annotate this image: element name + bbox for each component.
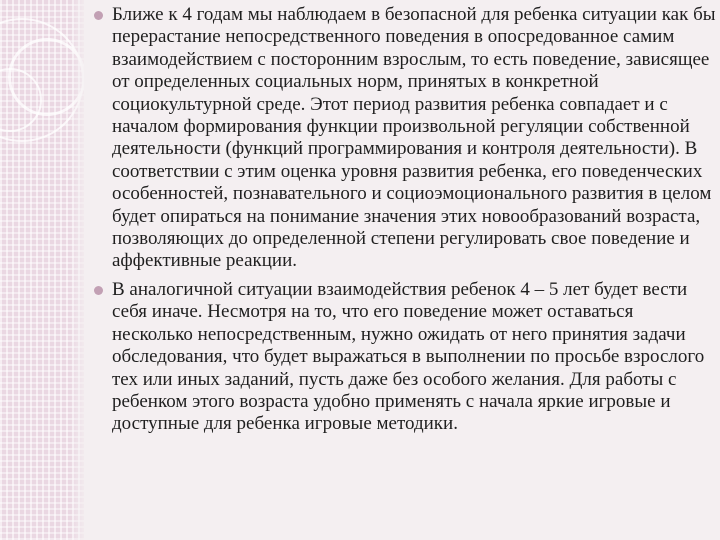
bullet-text: В аналогичной ситуации взаимодействия ребенок 4 – 5 лет будет вести себя иначе. Несмотря на то, что его поведение может оставаться несколько непосредственным, нужно ожидать от него принятия задачи обследования, что будет выражаться в выполнении по просьбе взрослого тех или иных заданий, пусть даже без особого желания. Для работы с ребенком этого возраста удобно применять с начала яркие игровые и доступные для ребенка игровые методики. xyxy=(112,278,705,435)
bullet-dot-icon xyxy=(94,286,103,295)
decorative-stripe-band xyxy=(0,0,88,540)
bullet-item xyxy=(94,4,716,273)
bullet-item xyxy=(94,279,716,436)
bullet-text: Ближе к 4 годам мы наблюдаем в безопасной для ребенка ситуации как бы перерастание непосредственного поведения в опосредованное самим взаимодействием с посторонним взрослым, то есть поведение, зависящее от определенных социальных норм, принятых в конкретной социокультурной среде. Этот период развития ребенка совпадает и с началом формирования функции произвольной регуляции собственной деятельности (функций программирования и контроля деятельности). В соответствии с этим оценка уровня развития ребенка, его поведенческих особенностей, познавательного и социоэмоционального развития в целом будет опираться на понимание значения этих новообразований возраста, позволяющих до определенной степени регулировать свое поведение и аффективные реакции. xyxy=(112,4,716,272)
bullet-dot-icon xyxy=(94,11,103,20)
bullet-list xyxy=(94,4,716,442)
